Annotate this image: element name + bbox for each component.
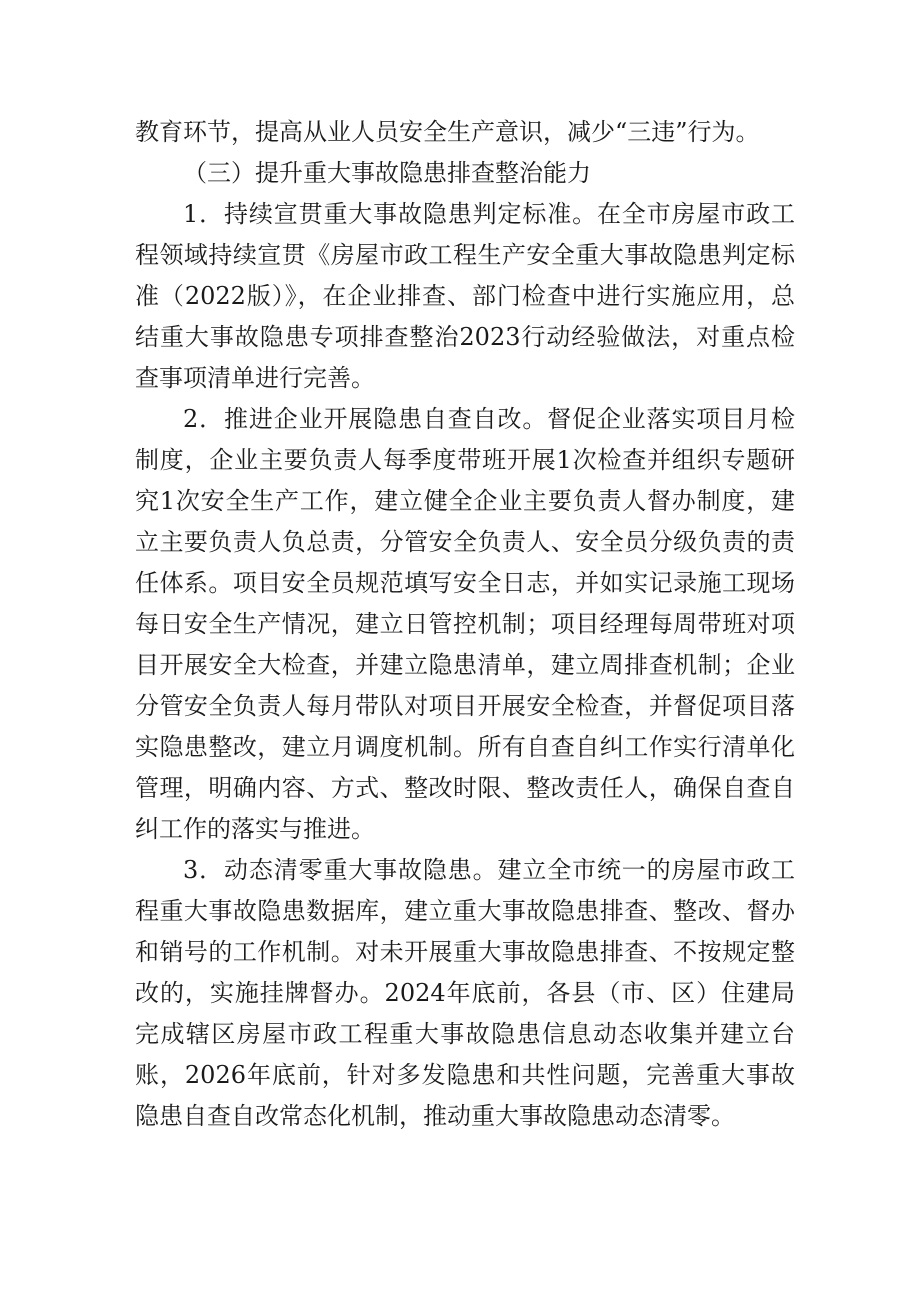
paragraph-item-1: 1．持续宣贯重大事故隐患判定标准。在全市房屋市政工程领域持续宣贯《房屋市政工程生产安全重大事故隐患判定标准（2022版）》，在企业排查、部门检查中进行实施应用，总结重大事故隐患专项排查整治2023行动经验做法，对重点检查事项清单进行完善。 bbox=[135, 200, 795, 392]
paragraph-item-3: 3．动态清零重大事故隐患。建立全市统一的房屋市政工程重大事故隐患数据库，建立重大事故隐患排查、整改、督办和销号的工作机制。对未开展重大事故隐患排查、不按规定整改的，实施挂牌督办。2024年底前，各县（市、区）住建局完成辖区房屋市政工程重大事故隐患信息动态收集并建立台账，2026年底前，针对多发隐患和共性问题，完善重大事故隐患自查自改常态化机制，推动重大事故隐患动态清零。 bbox=[135, 856, 795, 1130]
document-body bbox=[135, 112, 795, 1137]
paragraph-continuation: 教育环节，提高从业人员安全生产意识，减少“三违”行为。 bbox=[135, 118, 760, 146]
paragraph-item-2: 2．推进企业开展隐患自查自改。督促企业落实项目月检制度，企业主要负责人每季度带班开展1次检查并组织专题研究1次安全生产工作，建立健全企业主要负责人督办制度，建立主要负责人负总责，分管安全负责人、安全员分级负责的责任体系。项目安全员规范填写安全日志，并如实记录施工现场每日安全生产情况，建立日管控机制；项目经理每周带班对项目开展安全大检查，并建立隐患清单，建立周排查机制；企业分管安全负责人每月带队对项目开展安全检查，并督促项目落实隐患整改，建立月调度机制。所有自查自纠工作实行清单化管理，明确内容、方式、整改时限、整改责任人，确保自查自纠工作的落实与推进。 bbox=[135, 405, 795, 843]
section-heading: （三）提升重大事故隐患排查整治能力 bbox=[183, 159, 591, 187]
